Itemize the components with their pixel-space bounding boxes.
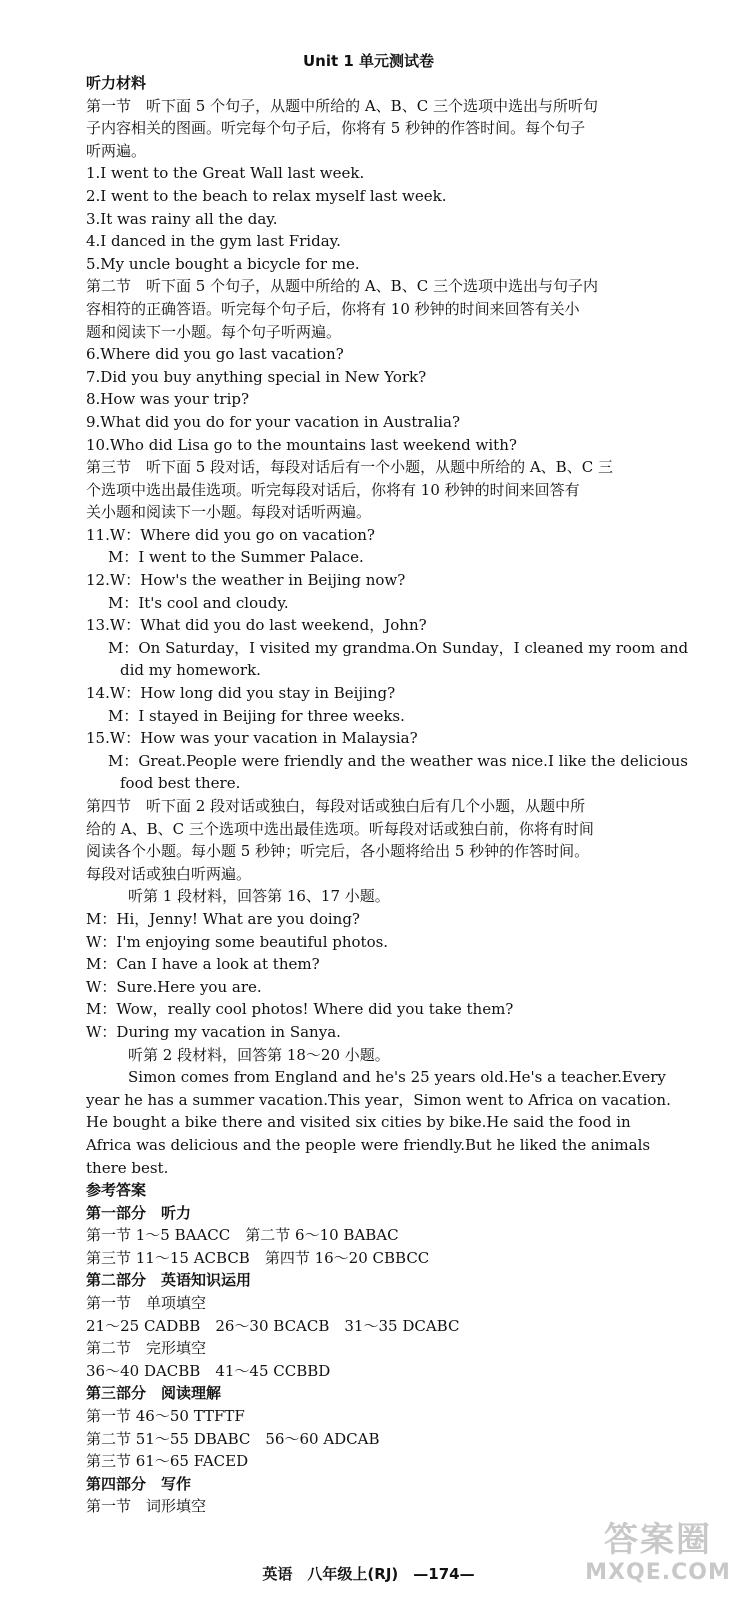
text-line: did my homework. — [120, 661, 261, 680]
watermark-text: 答案圈 — [604, 1520, 712, 1560]
watermark-url: MXQE.COM — [585, 1560, 731, 1585]
answer-line: 第三节 61～65 FACED — [86, 1452, 249, 1471]
text-line: 阅读各个小题。每小题 5 秒钟；听完后，各小题将给出 5 秒钟的作答时间。 — [86, 842, 590, 861]
text-line: 听第 2 段材料，回答第 18～20 小题。 — [128, 1045, 390, 1064]
text-line: Africa was delicious and the people were friendly.But he liked the animals — [86, 1135, 651, 1154]
page-title: Unit 1 单元测试卷 — [302, 52, 435, 70]
answer-line: 21～25 CADBB 26～30 BCACB 31～35 DCABC — [86, 1316, 460, 1335]
text-line: 题和阅读下一小题。每个句子听两遍。 — [86, 322, 342, 341]
text-line: 1.I went to the Great Wall last week. — [86, 164, 365, 183]
text-line: M：Great.People were friendly and the weather was nice.I like the delicious — [108, 751, 688, 770]
text-line: 4.I danced in the gym last Friday. — [86, 232, 341, 251]
answer-line: 第三节 11～15 ACBCB 第四节 16～20 CBBCC — [86, 1248, 430, 1267]
text-line: 子内容相关的图画。听完每个句子后，你将有 5 秒钟的作答时间。每个句子 — [86, 119, 586, 138]
document-body — [86, 72, 698, 1518]
text-line: 第三节 听下面 5 段对话，每段对话后有一个小题，从题中所给的 A、B、C 三 — [86, 458, 613, 477]
text-line: 第一节 单项填空 — [86, 1294, 207, 1313]
section-heading: 第二部分 英语知识运用 — [86, 1271, 252, 1290]
text-line: M：I went to the Summer Palace. — [108, 548, 364, 567]
text-line: 15.W：How was your vacation in Malaysia? — [86, 729, 418, 748]
text-line: 第四节 听下面 2 段对话或独白，每段对话或独白后有几个小题，从题中所 — [86, 797, 586, 815]
text-line: food best there. — [120, 774, 241, 793]
text-line: 容相符的正确答语。听完每个句子后，你将有 10 秒钟的时间来回答有关小 — [86, 299, 580, 318]
text-line: 7.Did you buy anything special in New York? — [86, 367, 427, 386]
text-line: 3.It was rainy all the day. — [86, 209, 278, 228]
text-line: 14.W：How long did you stay in Beijing? — [86, 684, 396, 703]
text-line: 第二节 听下面 5 个句子，从题中所给的 A、B、C 三个选项中选出与句子内 — [86, 277, 598, 296]
text-line: 第二节 完形填空 — [86, 1339, 207, 1358]
text-line: 听第 1 段材料，回答第 16、17 小题。 — [128, 887, 390, 906]
text-line: 10.Who did Lisa go to the mountains last weekend with? — [86, 435, 517, 454]
text-line: 5.My uncle bought a bicycle for me. — [86, 254, 360, 273]
text-line: 第一节 词形填空 — [86, 1497, 207, 1516]
text-line: Simon comes from England and he's 25 years old.He's a teacher.Every — [128, 1068, 666, 1087]
text-line: W：During my vacation in Sanya. — [86, 1022, 341, 1041]
section-heading: 参考答案 — [86, 1181, 147, 1200]
text-line: He bought a bike there and visited six cities by bike.He said the food in — [86, 1113, 631, 1132]
text-line: there best. — [86, 1158, 169, 1177]
text-line: 关小题和阅读下一小题。每段对话听两遍。 — [86, 503, 372, 522]
text-line: 6.Where did you go last vacation? — [86, 345, 344, 364]
text-line: 11.W：Where did you go on vacation? — [86, 525, 375, 544]
answer-line: 第一节 46～50 TTFTF — [86, 1407, 245, 1426]
text-line: 9.What did you do for your vacation in Australia? — [86, 412, 461, 431]
section-heading: 第四部分 写作 — [86, 1474, 192, 1493]
text-line: M：I stayed in Beijing for three weeks. — [108, 706, 405, 725]
text-line: 8.How was your trip? — [86, 390, 250, 409]
answer-line: 第一节 1～5 BAACC 第二节 6～10 BABAC — [86, 1226, 399, 1245]
text-line: 13.W：What did you do last weekend，John? — [86, 616, 427, 635]
text-line: 12.W：How's the weather in Beijing now? — [86, 571, 406, 590]
text-line: 个选项中选出最佳选项。听完每段对话后，你将有 10 秒钟的时间来回答有 — [86, 480, 580, 499]
text-line: M：It's cool and cloudy. — [108, 593, 289, 612]
text-line: M：On Saturday，I visited my grandma.On Sunday，I cleaned my room and — [108, 638, 689, 657]
text-line: year he has a summer vacation.This year，Simon went to Africa on vacation. — [86, 1090, 671, 1109]
text-line: 听两遍。 — [86, 141, 147, 160]
answer-line: 36～40 DACBB 41～45 CCBBD — [86, 1361, 331, 1380]
text-line: 给的 A、B、C 三个选项中选出最佳选项。听每段对话或独白前，你将有时间 — [86, 819, 594, 838]
section-heading: 听力材料 — [86, 74, 147, 92]
page-footer: 英语 八年级上(RJ) —174— — [262, 1565, 475, 1583]
text-line: M：Hi，Jenny! What are you doing? — [86, 909, 360, 928]
text-line: 2.I went to the beach to relax myself last week. — [86, 186, 447, 205]
section-heading: 第一部分 听力 — [86, 1203, 192, 1222]
text-line: W：Sure.Here you are. — [86, 977, 262, 996]
section-heading: 第三部分 阅读理解 — [86, 1384, 222, 1403]
text-line: W：I'm enjoying some beautiful photos. — [86, 932, 389, 951]
answer-line: 第二节 51～55 DBABC 56～60 ADCAB — [86, 1429, 380, 1448]
text-line: M：Wow，really cool photos! Where did you take them? — [86, 1000, 514, 1019]
text-line: 每段对话或独白听两遍。 — [86, 864, 252, 883]
text-line: M：Can I have a look at them? — [86, 955, 320, 974]
text-line: 第一节 听下面 5 个句子，从题中所给的 A、B、C 三个选项中选出与所听句 — [86, 96, 598, 115]
watermark-logo — [583, 1520, 733, 1594]
